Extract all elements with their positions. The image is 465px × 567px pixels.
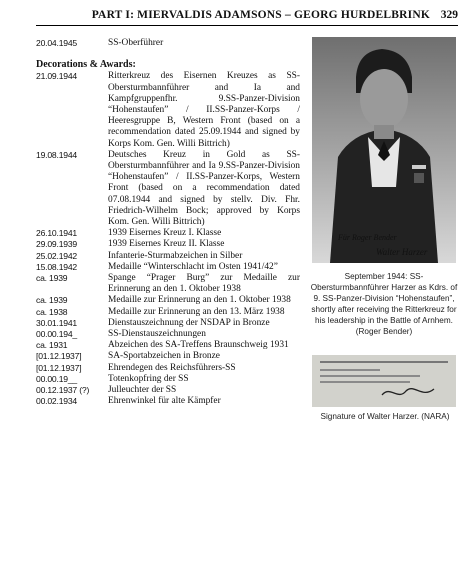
award-text: Infanterie-Sturmabzeichen in Silber: [108, 250, 243, 261]
award-date: [01.12.1937]: [36, 362, 82, 373]
section-heading: Decorations & Awards:: [36, 59, 136, 71]
award-entry: [36, 295, 300, 306]
running-title: PART I: MIERVALDIS ADAMSONS – GEORG HURDELBRINK: [91, 9, 430, 21]
award-text: Spange “Prager Burg” zur Medaille zur Erinnerung an den 1. Oktober 1938: [108, 273, 300, 295]
award-entry: [36, 318, 300, 329]
award-date: 21.09.1944: [36, 71, 78, 82]
signature-document: [312, 355, 456, 407]
award-date: [01.12.1937]: [36, 351, 82, 362]
award-text: Deutsches Kreuz in Gold as SS-Obersturmbannführer and Ia 9.SS-Panzer-Division “Hohenstaufen” / II.SS-Panzer-Korps, Western Front (based on a recommendation dated 07.08.1944 and signed by stellv. Div. Fhr. Friedrich-Wilhelm Bock; approved by Korps Kom. Gen. Willi Bittrich): [108, 149, 300, 228]
main-column: [36, 38, 300, 408]
award-entry: [36, 363, 300, 374]
award-text: Julleuchter der SS: [108, 385, 177, 396]
award-date: 19.08.1944: [36, 149, 78, 160]
award-date: 00.00.19__: [36, 373, 78, 384]
page-header: [36, 9, 458, 25]
photo-inscription-1: Für Roger Bender: [338, 233, 397, 242]
award-entry: [36, 150, 300, 228]
award-text: Ehrenwinkel für alte Kämpfer: [108, 396, 221, 407]
award-text: 1939 Eisernes Kreuz I. Klasse: [108, 228, 222, 239]
entry-text: SS-Oberführer: [108, 38, 164, 48]
award-date: 00.00.194_: [36, 329, 78, 340]
award-entry: [36, 228, 300, 239]
signature-image: [312, 355, 456, 407]
award-date: ca. 1939: [36, 295, 68, 306]
award-text: Medaille zur Erinnerung an den 13. März 1938: [108, 306, 285, 317]
award-text: Medaille zur Erinnerung an den 1. Oktober 1938: [108, 295, 291, 306]
award-date: ca. 1939: [36, 273, 68, 284]
award-date: 00.12.1937 (?): [36, 385, 90, 396]
award-text: Totenkopfring der SS: [108, 373, 189, 384]
award-date: 15.08.1942: [36, 261, 78, 272]
photo-inscription-2: Walter Harzer: [376, 247, 428, 257]
award-entry: [36, 385, 300, 396]
award-entry: [36, 340, 300, 351]
award-date: ca. 1938: [36, 306, 68, 317]
award-text: SA-Sportabzeichen in Bronze: [108, 351, 220, 362]
award-entry: [36, 273, 300, 295]
award-entry: [36, 396, 300, 407]
entry-date: 20.04.1945: [36, 38, 78, 48]
award-text: SS-Dienstauszeichnungen: [108, 329, 206, 340]
award-date: 25.02.1942: [36, 250, 78, 261]
award-entry: [36, 329, 300, 340]
award-date: ca. 1931: [36, 340, 68, 351]
award-text: Abzeichen des SA-Treffens Braunschweig 1931: [108, 340, 289, 351]
rank-entry: [36, 38, 300, 49]
award-text: 1939 Eisernes Kreuz II. Klasse: [108, 239, 225, 250]
award-entry: [36, 251, 300, 262]
award-entry: [36, 262, 300, 273]
award-text: Medaille “Winterschlacht im Osten 1941/42”: [108, 261, 278, 272]
award-entry: [36, 307, 300, 318]
award-text: Dienstauszeichnung der NSDAP in Bronze: [108, 317, 270, 328]
signature-caption: Signature of Walter Harzer. (NARA): [320, 412, 450, 421]
award-text: Ritterkreuz des Eisernen Kreuzes as SS-Obersturmbannführer and Ia and Kampfgruppenfhr. 9.SS-Panzer-Division “Hohenstaufen” / II.SS-Panzer-Korps / Heeresgruppe B, Western Front (based on a recommendation dated 25.09.1944 and signed by Korps Kom. Gen. Willi Bittrich): [108, 71, 300, 149]
portrait-image: [312, 37, 456, 263]
award-date: 26.10.1941: [36, 228, 78, 239]
award-date: 30.01.1941: [36, 317, 78, 328]
header-rule: [36, 25, 458, 26]
photo-caption: September 1944: SS-Obersturmbannführer Harzer as Kdrs. of 9. SS-Panzer-Division “Hohenstaufen”, shortly after receiving the Ritterkreuz for his leadership in the Battle of Arnhem. (Roger Bender): [310, 272, 458, 336]
portrait-photo: [312, 37, 456, 263]
award-entry: [36, 239, 300, 250]
awards-list: [36, 71, 300, 407]
award-entry: [36, 71, 300, 149]
award-entry: [36, 374, 300, 385]
award-text: Ehrendegen des Reichsführers-SS: [108, 362, 236, 373]
award-entry: [36, 351, 300, 362]
page-number: 329: [440, 9, 458, 21]
award-date: 00.02.1934: [36, 396, 78, 407]
award-date: 29.09.1939: [36, 239, 78, 250]
